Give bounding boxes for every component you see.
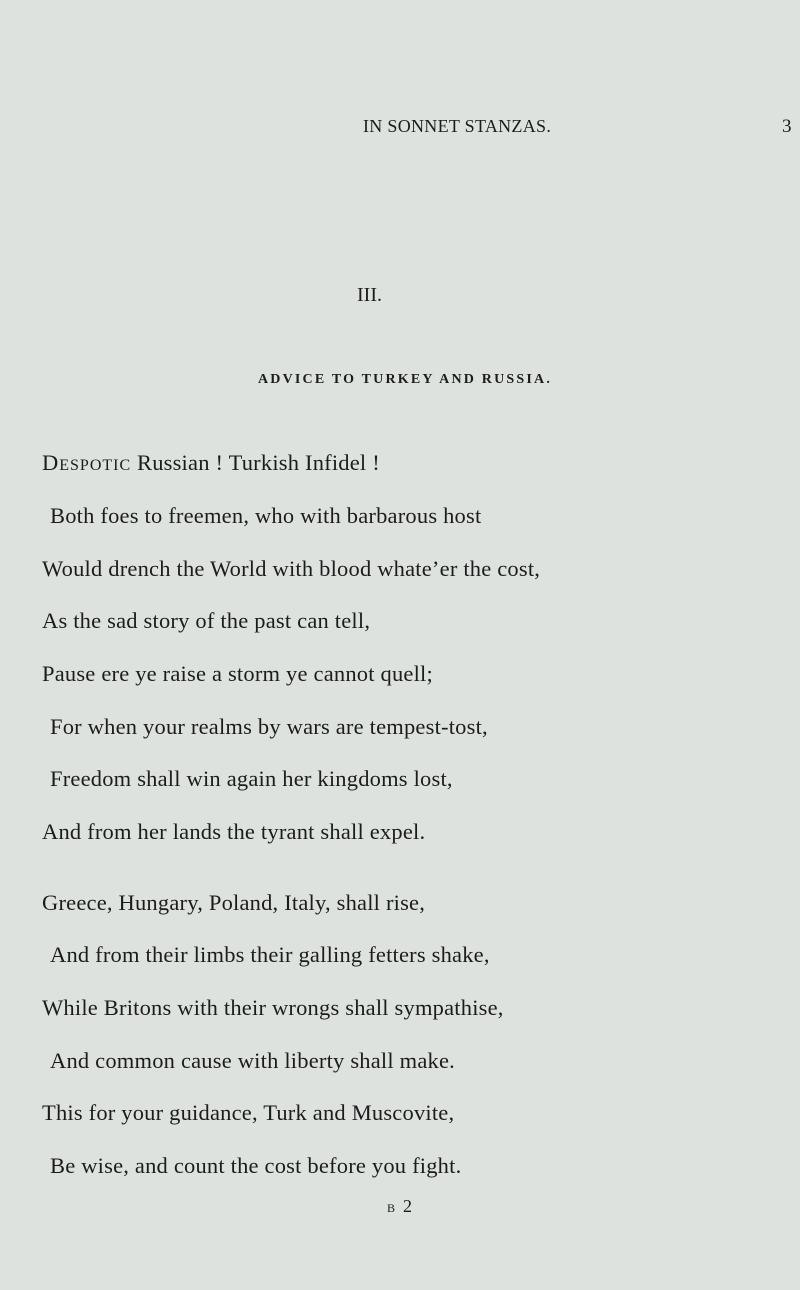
signature-mark bbox=[387, 1196, 412, 1217]
line-text: Russian ! Turkish Infidel ! bbox=[131, 450, 380, 475]
running-head: IN SONNET STANZAS. bbox=[363, 116, 552, 136]
poem-line: And from their limbs their galling fetters shake, bbox=[50, 942, 490, 967]
section-number: III. bbox=[357, 284, 382, 306]
signature-letter: B bbox=[387, 1201, 396, 1215]
poem-line: While Britons with their wrongs shall sympathise, bbox=[42, 995, 504, 1020]
poem-line: Be wise, and count the cost before you fight. bbox=[50, 1153, 462, 1178]
poem-line: Both foes to freemen, who with barbarous host bbox=[50, 503, 482, 528]
page-number: 3 bbox=[782, 116, 792, 137]
signature-number: 2 bbox=[403, 1196, 413, 1216]
poem-line: Freedom shall win again her kingdoms lost, bbox=[50, 766, 453, 791]
poem-line bbox=[42, 450, 380, 476]
poem-line: And common cause with liberty shall make. bbox=[50, 1048, 455, 1073]
poem-line: Would drench the World with blood whate’er the cost, bbox=[42, 556, 541, 581]
poem-title: ADVICE TO TURKEY AND RUSSIA. bbox=[257, 372, 553, 387]
first-word: Despotic bbox=[42, 450, 132, 475]
poem-line: For when your realms by wars are tempest-tost, bbox=[50, 714, 488, 739]
poem-line: And from her lands the tyrant shall expel. bbox=[42, 819, 426, 844]
poem-line: As the sad story of the past can tell, bbox=[42, 608, 371, 633]
poem-line: This for your guidance, Turk and Muscovite, bbox=[42, 1100, 455, 1125]
poem-line: Pause ere ye raise a storm ye cannot quell; bbox=[42, 661, 433, 686]
poem-line: Greece, Hungary, Poland, Italy, shall rise, bbox=[42, 890, 426, 915]
